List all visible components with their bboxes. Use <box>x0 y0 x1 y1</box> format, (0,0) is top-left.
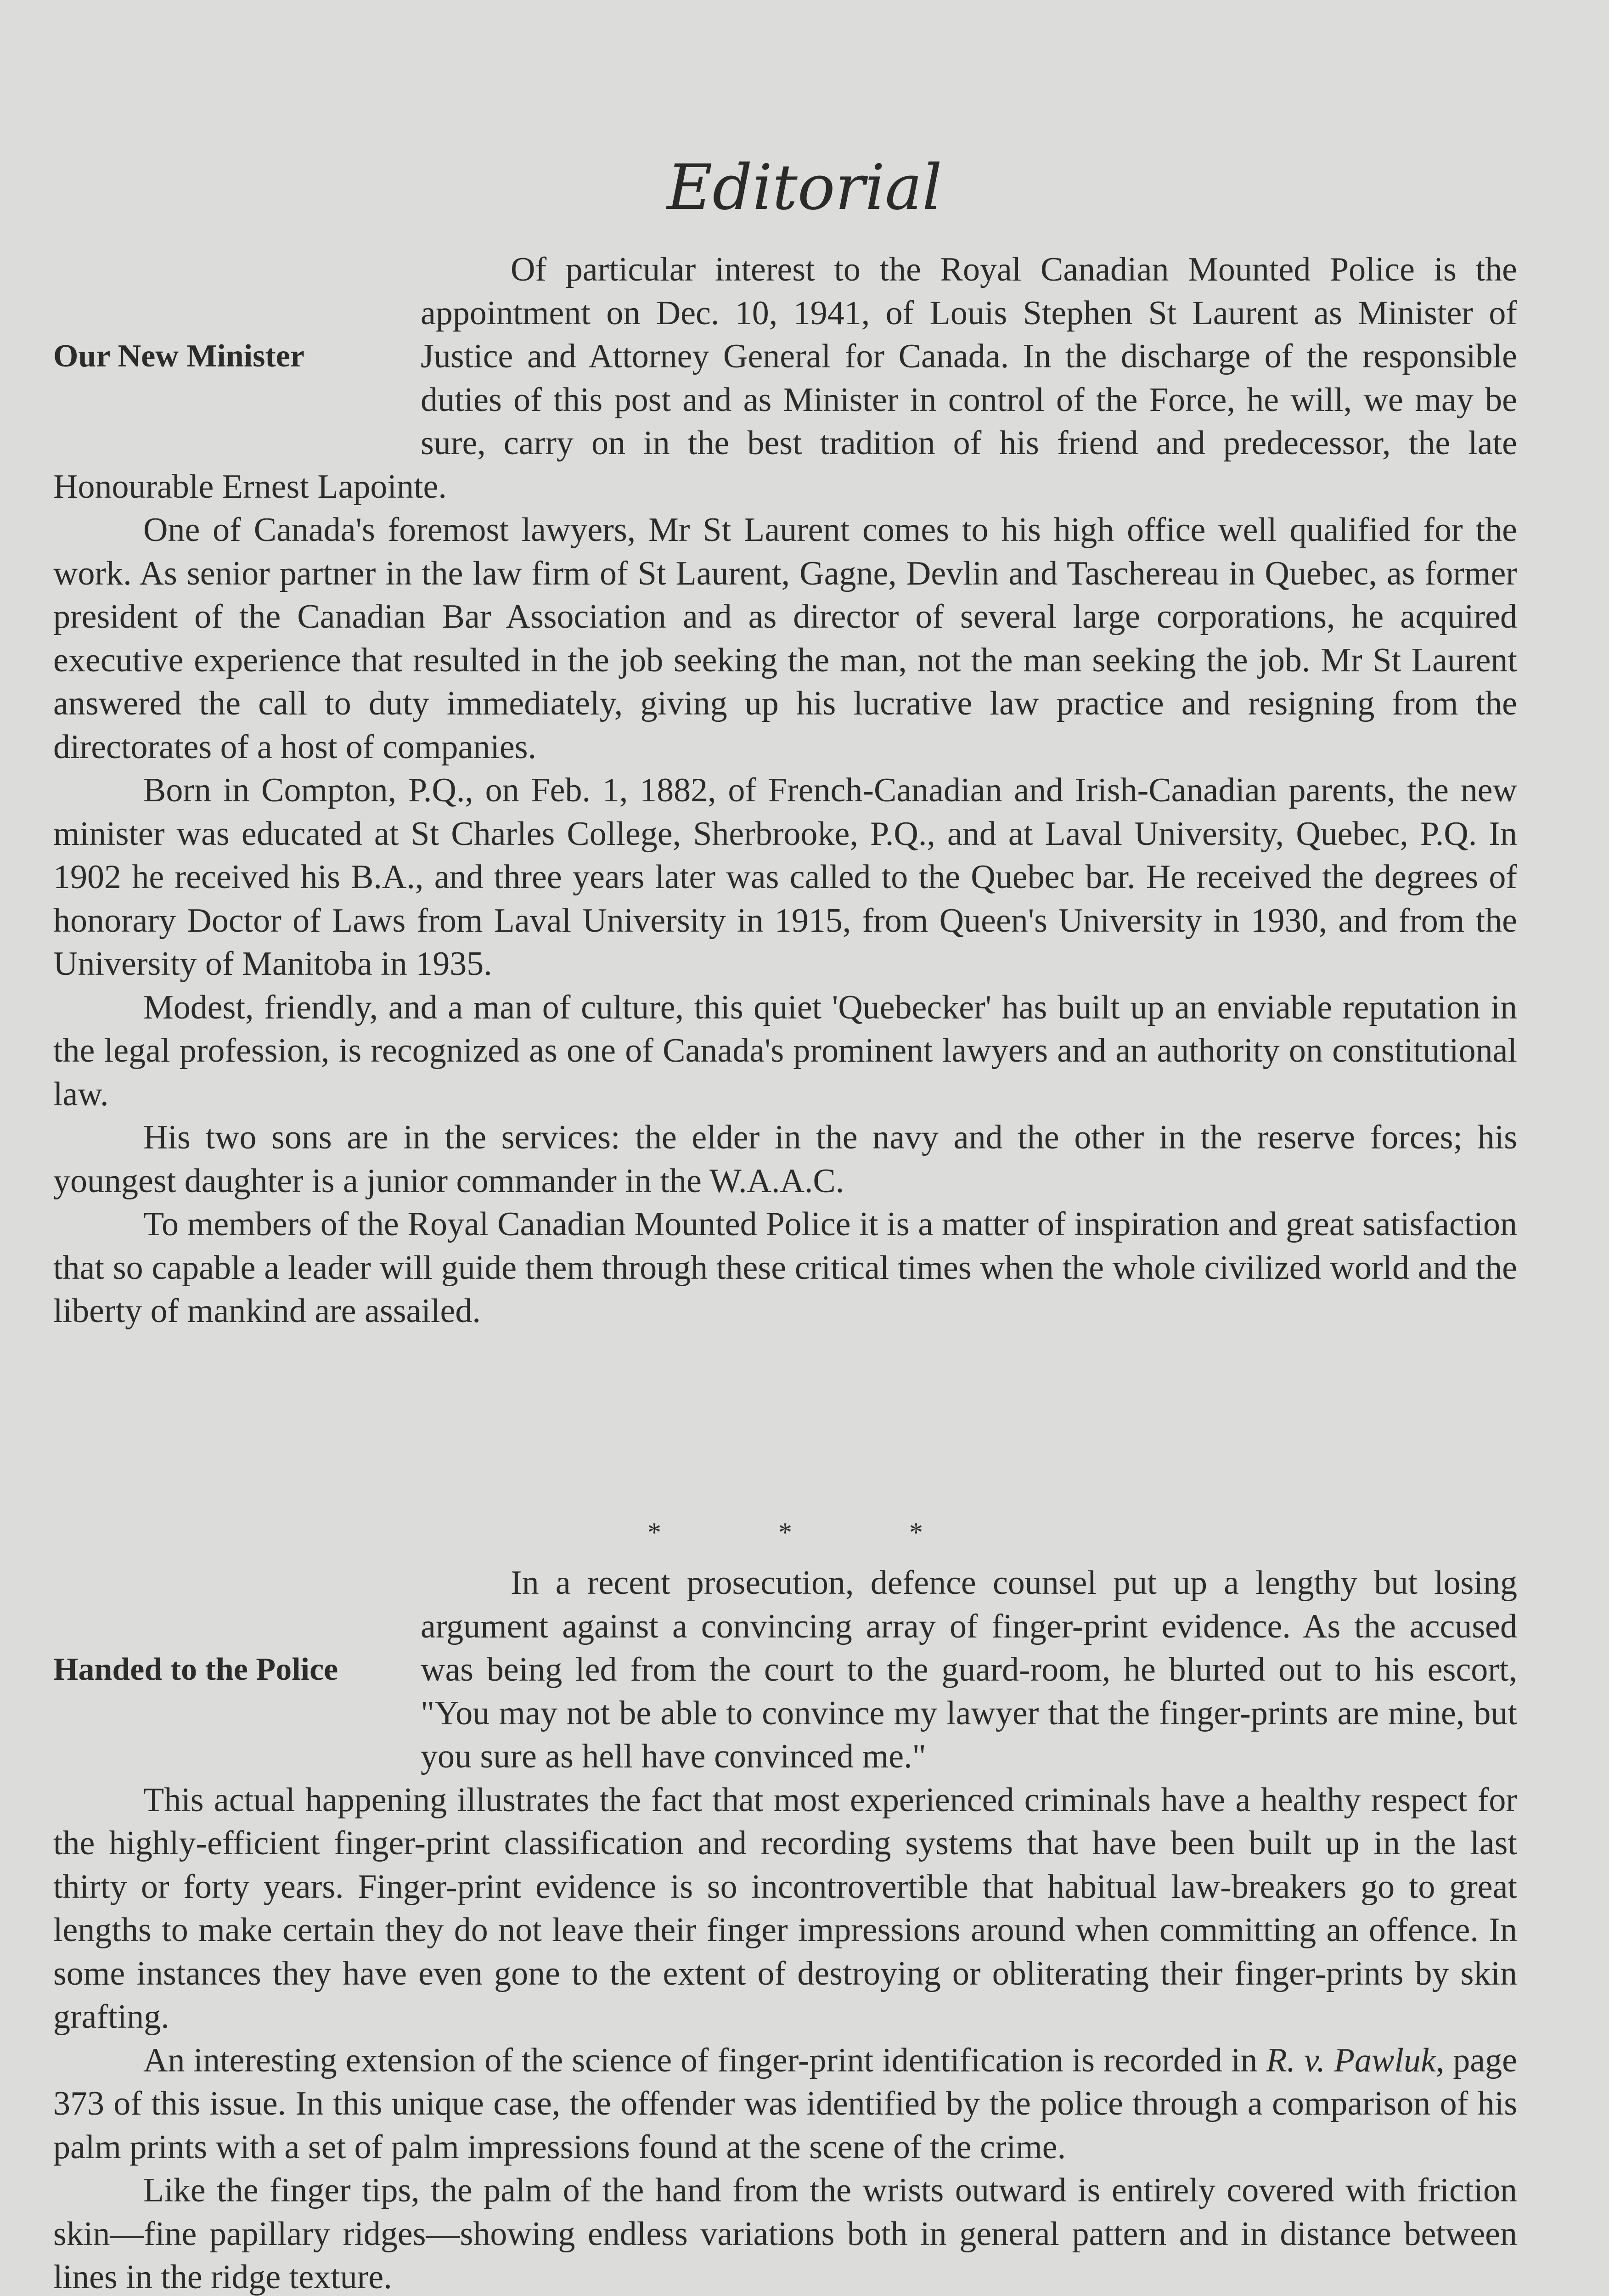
section-handed-to-the-police <box>53 1561 1517 2296</box>
paragraph: Like the finger tips, the palm of the hand from the wrists outward is entirely covered with friction skin—fine papillary ridges—showing endless variations both in general pattern and in distance between lines in the ridge texture. <box>53 2172 1517 2296</box>
case-citation: R. v. Pawluk <box>1266 2041 1436 2079</box>
paragraph-text: , page 373 of this issue. In this unique case, the offender was identified by the police through a comparison of his palm prints with a set of palm impressions found at the scene of the crime. <box>53 2041 1517 2166</box>
paragraph: This actual happening illustrates the fact that most experienced criminals have a healthy respect for the highly-efficient finger-print classification and recording systems that have been built up in the last thirty or forty years. Finger-print evidence is so incontrovertible that habitual law-breakers go to great lengths to make certain they do not leave their finger impressions around when committing an offence. In some instances they have even gone to the extent of destroying or obliterating their finger-prints by skin grafting. <box>53 1781 1517 2036</box>
paragraph-text: An interesting extension of the science of finger-print identification is recorded in <box>143 2041 1266 2079</box>
paragraph: To members of the Royal Canadian Mounted Police it is a matter of inspiration and great satisfaction that so capable a leader will guide them through these critical times when the whole civilized world and the liberty of mankind are assailed. <box>53 1205 1517 1330</box>
paragraph: His two sons are in the services: the elder in the navy and the other in the reserve forces; his youngest daughter is a junior commander in the W.A.A.C. <box>53 1119 1517 1200</box>
section-our-new-minister <box>53 248 1517 1333</box>
paragraph: Born in Compton, P.Q., on Feb. 1, 1882, of French-Canadian and Irish-Canadian parents, the new minister was educated at St Charles College, Sherbrooke, P.Q., and at Laval University, Quebec, P.Q. In 1902 he received his B.A., and three years later was called to the Quebec bar. He received the degrees of honorary Doctor of Laws from Laval University in 1915, from Queen's University in 1930, and from the University of Manitoba in 1935. <box>53 771 1517 983</box>
section-separator-asterisks: * * * <box>647 1517 923 1548</box>
paragraph: Of particular interest to the Royal Canadian Mounted Police is the appointment on Dec. 10, 1941, of Louis Stephen St Laurent as Minister of Justice and Attorney General for Canada. In the discharge of the responsible duties of this post and as Minister in control of the Force, he will, we may be sure, carry on in the best tradition of his friend and predecessor, the late Honourable Ernest Lapointe. <box>53 251 1517 506</box>
sidehead-handed-to-the-police: Handed to the Police <box>53 1652 338 1687</box>
paragraph: Modest, friendly, and a man of culture, this quiet 'Quebecker' has built up an enviable reputation in the legal profession, is recognized as one of Canada's prominent lawyers and an authority on constitutional law. <box>53 988 1517 1113</box>
section-separator <box>53 1511 1517 1561</box>
paragraph: In a recent prosecution, defence counsel put up a lengthy but losing argument against a convincing array of finger-print evidence. As the accused was being led from the court to the guard-room, he blurted out to his escort, "You may not be able to convince my lawyer that the finger-prints are mine, but you sure as hell have convinced me." <box>421 1564 1517 1775</box>
page-title: Editorial <box>667 152 942 224</box>
sidehead-our-new-minister: Our New Minister <box>53 338 304 374</box>
paragraph: One of Canada's foremost lawyers, Mr St Laurent comes to his high office well qualified for the work. As senior partner in the law firm of St Laurent, Gagne, Devlin and Taschereau in Quebec, as former president of the Canadian Bar Association and as director of several large corporations, he acquired executive experience that resulted in the job seeking the man, not the man seeking the job. Mr St Laurent answered the call to duty immediately, giving up his lucrative law practice and resigning from the directorates of a host of companies. <box>53 511 1517 766</box>
paragraph <box>53 2039 1517 2169</box>
